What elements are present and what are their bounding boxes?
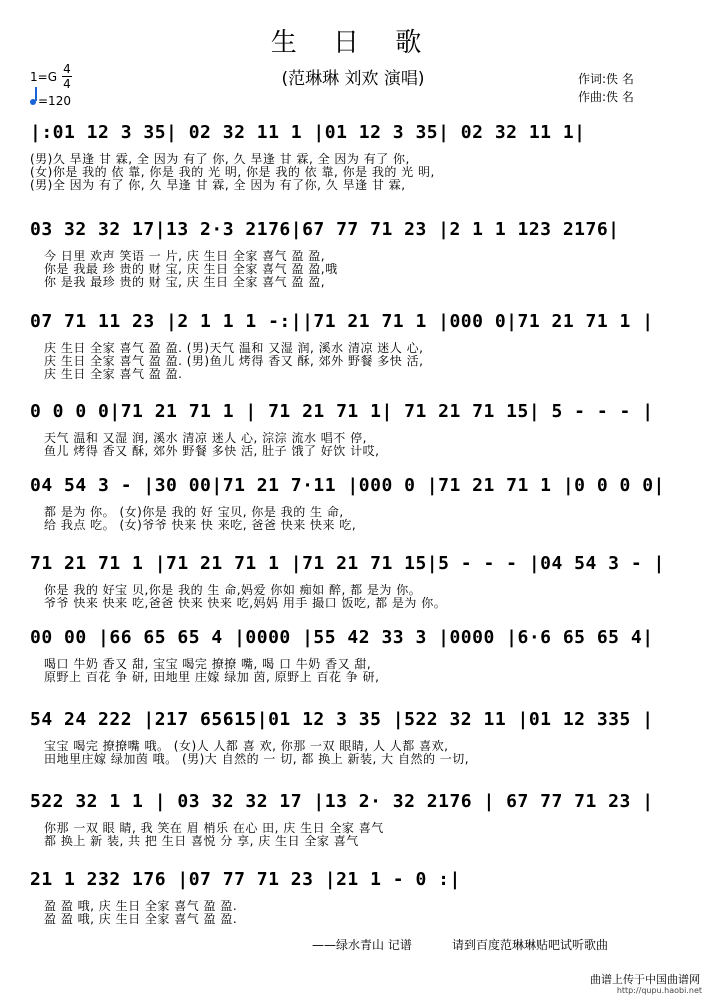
notation-line: 03 32 32 17|13 2·3 2176|67 77 71 23 |2 1 1 123 2176| [30, 219, 620, 240]
key-signature: 1=G [30, 70, 57, 84]
lyric-line: 今 日里 欢声 笑语 一 片, 庆 生日 全家 喜气 盈 盈, [44, 249, 326, 263]
lyric-line: 盈 盈 哦, 庆 生日 全家 喜气 盈 盈. [44, 912, 238, 926]
lyric-line: 庆 生日 全家 喜气 盈 盈. (男)天气 温和 又湿 润, 溪水 清凉 迷人 心, [44, 341, 424, 355]
composer-credit: 作曲:佚 名 [578, 90, 634, 104]
lyric-line: (男)全 因为 有了 你, 久 旱逢 甘 霖, 全 因为 有了你, 久 旱逢 甘 霖, [30, 178, 406, 192]
performers: (范琳琳 刘欢 演唱) [281, 69, 425, 89]
notation-line: 21 1 232 176 |07 77 71 23 |21 1 - 0 :| [30, 869, 461, 890]
tempo-marking [30, 94, 71, 108]
meter-bottom: 4 [63, 77, 71, 91]
lyric-line: 田地里庄嫁 绿加茵 哦。 (男)大 自然的 一 切, 都 换上 新装, 大 自然的 一切, [44, 752, 470, 766]
lyric-line: 你是 我的 好宝 贝,你是 我的 生 命,妈爱 你如 痴如 醉, 都 是为 你。 [44, 583, 422, 597]
lyric-line: 给 我点 吃。 (女)爷爷 快来 快 来吃, 爸爸 快来 快来 吃, [44, 518, 357, 532]
lyric-line: 鱼儿 烤得 香又 酥, 郊外 野餐 多快 活, 肚子 饿了 好饮 计哎, [44, 444, 380, 458]
lyric-line: (女)你是 我的 依 靠, 你是 我的 光 明, 你是 我的 依 靠, 你是 我的 光 明, [30, 165, 435, 179]
watermark-site: 曲谱上传于中国曲谱网 [590, 973, 700, 986]
quarter-note-icon [30, 99, 36, 105]
tempo-value: =120 [38, 94, 71, 108]
notation-line: 04 54 3 - |30 00|71 21 7·11 |000 0 |71 21 71 1 |0 0 0 0| [30, 475, 665, 496]
lyric-line: 喝口 牛奶 香又 甜, 宝宝 喝完 撩撩 嘴, 喝 口 牛奶 香又 甜, [44, 657, 372, 671]
listen-note: 请到百度范琳琳贴吧试听歌曲 [452, 938, 609, 952]
lyric-line: (男)久 旱逢 甘 霖, 全 因为 有了 你, 久 旱逢 甘 霖, 全 因为 有了 你, [30, 152, 410, 166]
meter-top: 4 [63, 62, 71, 76]
lyric-line: 你那 一双 眼 睛, 我 笑在 眉 梢乐 在心 田, 庆 生日 全家 喜气 [44, 821, 384, 835]
notation-line: 71 21 71 1 |71 21 71 1 |71 21 71 15|5 - - - |04 54 3 - | [30, 553, 665, 574]
lyric-line: 庆 生日 全家 喜气 盈 盈. (男)鱼儿 烤得 香又 酥, 郊外 野餐 多快 活, [44, 354, 424, 368]
song-title: 生 日 歌 [270, 28, 436, 58]
notation-line: 00 00 |66 65 65 4 |0000 |55 42 33 3 |0000 |6·6 65 65 4| [30, 627, 654, 648]
lyric-line: 庆 生日 全家 喜气 盈 盈. [44, 367, 183, 381]
lyric-line: 宝宝 喝完 撩撩嘴 哦。 (女)人 人都 喜 欢, 你那 一双 眼睛, 人 人都 喜欢, [44, 739, 449, 753]
lyric-line: 爷爷 快来 快来 吃,爸爸 快来 快来 吃,妈妈 用手 撮口 饭吃, 都 是为 你。 [44, 596, 447, 610]
lyric-line: 你 是我 最珍 贵的 财 宝, 庆 生日 全家 喜气 盈 盈, [44, 275, 326, 289]
time-signature [62, 62, 72, 91]
watermark-url: http://qupu.haobi.net [616, 986, 702, 995]
lyric-line: 盈 盈 哦, 庆 生日 全家 喜气 盈 盈. [44, 899, 238, 913]
lyric-line: 你是 我最 珍 贵的 财 宝, 庆 生日 全家 喜气 盈 盈,哦 [44, 262, 338, 276]
lyric-line: 都 是为 你。 (女)你是 我的 好 宝贝, 你是 我的 生 命, [44, 505, 344, 519]
notation-line: 07 71 11 23 |2 1 1 1 -:||71 21 71 1 |000 0|71 21 71 1 | [30, 311, 654, 332]
lyric-line: 天气 温和 又湿 润, 溪水 清凉 迷人 心, 淙淙 流水 唱不 停, [44, 431, 367, 445]
notation-line: 0 0 0 0|71 21 71 1 | 71 21 71 1| 71 21 71 15| 5 - - - | [30, 401, 654, 422]
lyricist-credit: 作词:佚 名 [578, 72, 634, 86]
lyric-line: 原野上 百花 争 研, 田地里 庄嫁 绿加 茵, 原野上 百花 争 研, [44, 670, 380, 684]
notation-line: |:01 12 3 35| 02 32 11 1 |01 12 3 35| 02 32 11 1| [30, 122, 586, 143]
notation-line: 54 24 222 |217 65615|01 12 3 35 |522 32 11 |01 12 335 | [30, 709, 654, 730]
lyric-line: 都 换上 新 装, 共 把 生日 喜悦 分 享, 庆 生日 全家 喜气 [44, 834, 359, 848]
notation-line: 522 32 1 1 | 03 32 32 17 |13 2· 32 2176 | 67 77 71 23 | [30, 791, 654, 812]
recorder-credit: ——绿水青山 记谱 [312, 938, 412, 952]
